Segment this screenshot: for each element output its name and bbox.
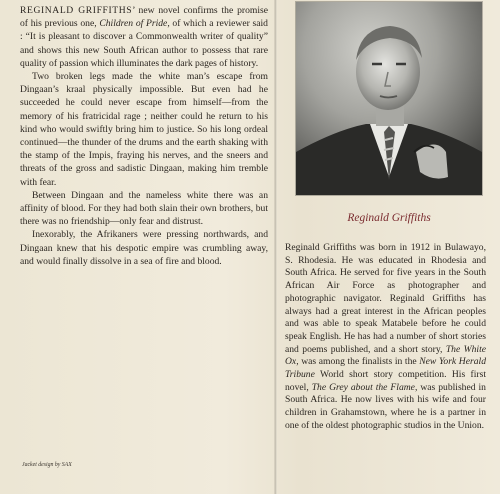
bio-text: Reginald Griffiths was born in 1912 in Bulawayo, S. Rhodesia. He was educated in Rhodesia and South Africa. He served for five years in the South African Air Force as photographer and photographic navigator. Reginald Griffiths has always had a great interest in the African peoples and was able to speak Matabele before he could speak English. He has had a number of short stories and poems published, and a short story, — [285, 242, 486, 355]
author-photo — [296, 2, 482, 195]
short-story-title: The White Ox — [285, 343, 487, 368]
bio-text: , was published in South Africa. He now lives with his wife and four children in Grahamstown, where he is a partner in one of the oldest photographic studios in the Union. — [285, 381, 486, 431]
blurb-text: ’ new novel confirms the promise of his previous one, — [20, 5, 268, 30]
jacket-fold — [274, 0, 277, 494]
jacket-design-credit: Jacket design by SAX — [22, 462, 72, 468]
newspaper-title: New York Herald Tribune — [285, 356, 486, 381]
biography-paragraph — [285, 242, 486, 433]
author-portrait-image — [296, 2, 482, 195]
previous-novel-title: Children of Pride — [99, 18, 168, 30]
front-flap-text — [20, 4, 268, 268]
blurb-paragraph-3: Between Dingaan and the nameless white there was an affinity of blood. For they had both slain their own brothers, but there was no friendship—only fear and distrust. — [20, 189, 268, 228]
author-biography — [285, 242, 486, 433]
dropcap: R — [20, 5, 27, 16]
author-name-smallcaps: EGINALD GRIFFITHS — [27, 5, 133, 16]
bio-text: , was among the finalists in the — [296, 356, 420, 368]
blurb-paragraph-4: Inexorably, the Afrikaners were pressing northwards, and Dingaan knew that his despotic empire was crumbling away, and would finally dissolve in a sea of fire and blood. — [20, 229, 268, 267]
blurb-text: , of which a reviewer said : “It is pleasant to discover a Commonwealth writer of quality” and shows this new South African author to possess that rare quality of passion which illuminates the dark pages of history. — [20, 18, 268, 69]
blurb-paragraph-1 — [20, 4, 268, 70]
first-novel-title: The Grey about the Flame — [311, 381, 415, 393]
author-photo-caption: Reginald Griffiths — [347, 212, 431, 224]
blurb-paragraph-2: Two broken legs made the white man’s escape from Dingaan’s kraal physically impossible. But even had he succeeded he could never escape from himself—from the memory of his fratricidal rage ; neither could he return to his kind who would swiftly bring him to justice. So his long ordeal continued—the thunder of the drums and the earth shaking with the stamp of the Impis, fraying his nerves, and the sneers and threats of the gross and sadistic Dingaan, making him tremble with fear. — [20, 71, 268, 188]
bio-text: World short story competition. His first novel, — [285, 369, 486, 393]
